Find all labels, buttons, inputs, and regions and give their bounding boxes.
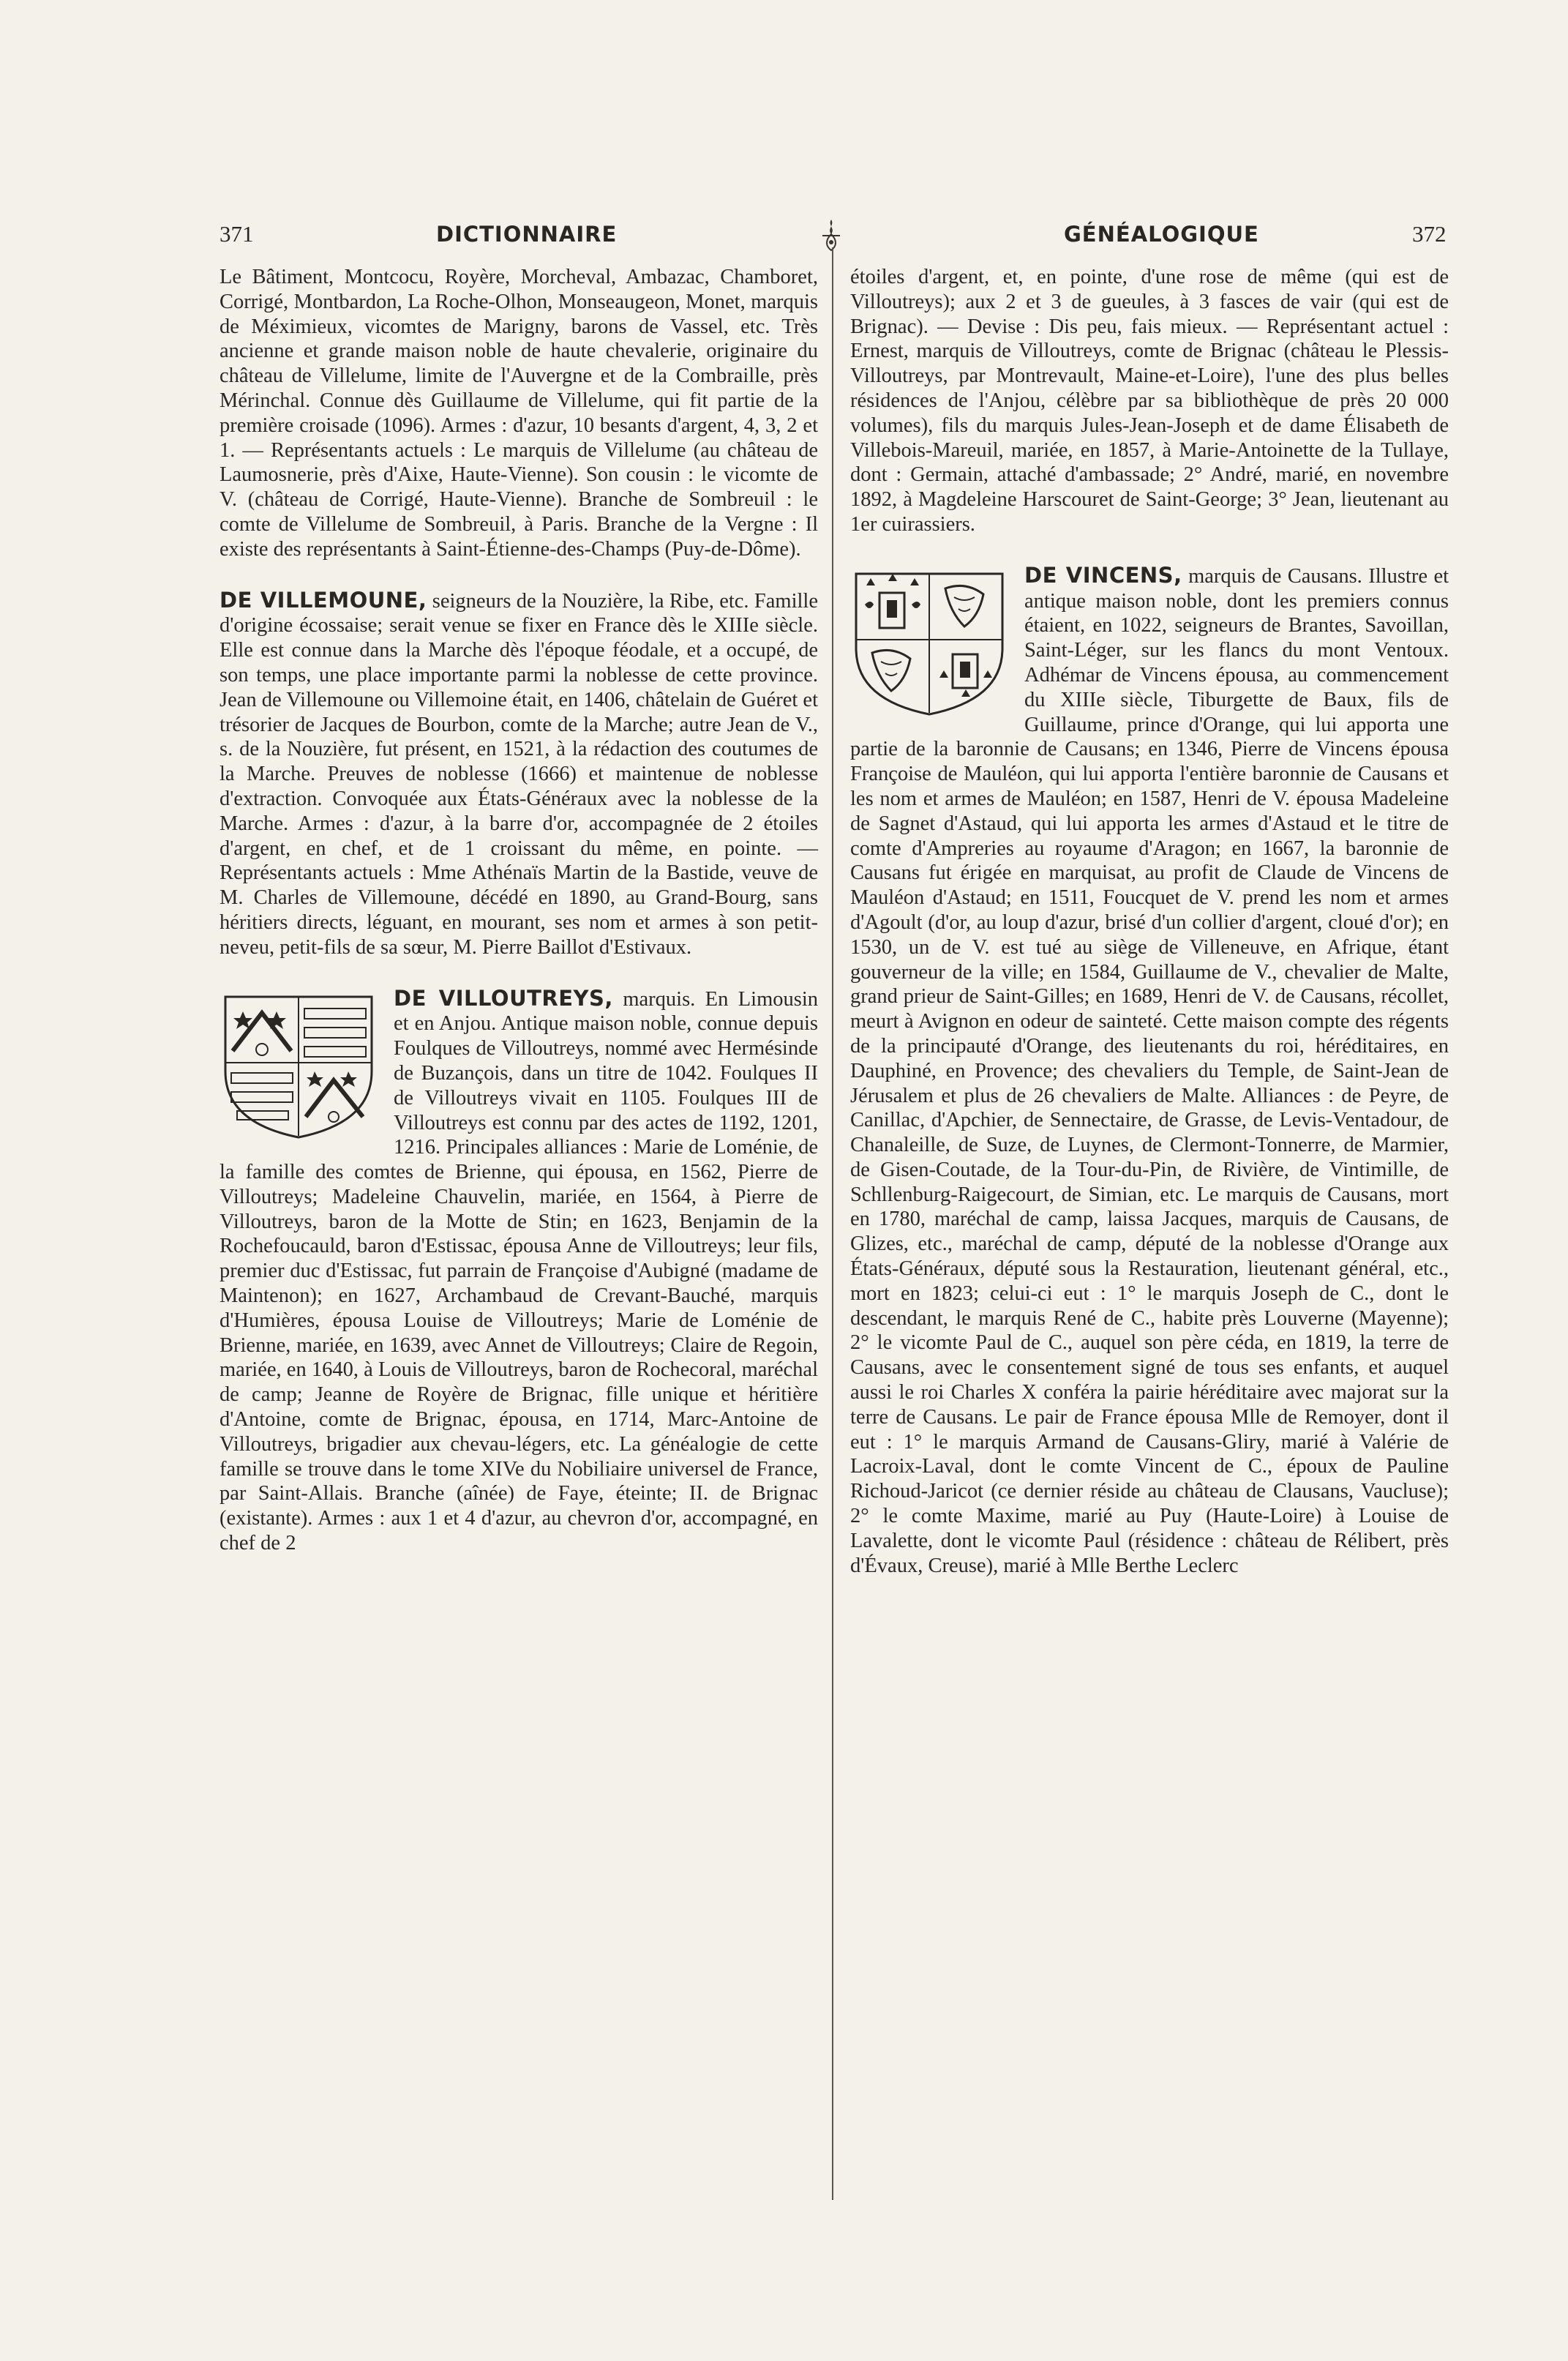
fleuron-ornament-icon [819, 218, 843, 252]
villoutreys-heading: DE VILLOUTREYS, [394, 985, 613, 1011]
right-running-title: GÉNÉALOGIQUE [1064, 222, 1259, 247]
villoutreys-text: marquis. En Limousin et en Anjou. Antique maison noble, connue depuis Foulques de Villoutreys, nommé avec Hermésinde de Buzançois, dans un titre de 1042. Foulques II de Villoutreys vivait en 1105. Foulques III de Villoutreys est connu par des actes de 1192, 1201, 1216. Principales alliances : Marie de Loménie, de la famille des comtes de Brienne, qui épousa, en 1562, Pierre de Villoutreys; Madeleine Chauvelin, mariée, en 1564, à Pierre de Villoutreys, baron de la Motte de Stin; en 1623, Benjamin de la Rochefoucauld, baron d'Estissac, épousa Anne de Villoutreys; leur fils, premier duc d'Estissac, fut parrain de Françoise d'Aubigné (madame de Maintenon); en 1627, Archambaud de Crevant-Bauché, marquis d'Humières, épousa Louise de Villoutreys; Marie de Loménie de Brienne, mariée, en 1639, avec Annet de Villoutreys; Claire de Regoin, mariée, en 1640, à Louis de Villoutreys, baron de Rochecoral, maréchal de camp; Jeanne de Royère de Brignac, fille unique et héritière d'Antoine, comte de Brignac, épousa, en 1714, Marc-Antoine de Villoutreys, brigadier aux chevau-légers, etc. La généalogie de cette famille se trouve dans le tome XIVe du Nobiliaire universel de France, par Saint-Allais. Branche (aînée) de Faye, éteinte; II. de Brignac (existante). Armes : aux 1 et 4 d'azur, au chevron d'or, accompagné, en chef de 2 [220, 987, 818, 1555]
column-divider [832, 247, 833, 2200]
left-running-title: DICTIONNAIRE [436, 222, 618, 247]
villoutreys-coat-of-arms-icon [220, 991, 378, 1141]
villelume-continuation: Le Bâtiment, Montcocu, Royère, Morcheval, Ambazac, Chamboret, Corrigé, Montbardon, La Roche-Olhon, Monseaugeon, Monet, marquis de Méximieux, vicomtes de Marigny, barons de Vassel, etc. Très ancienne et grande maison noble de haute chevalerie, originaire du château de Villelume, limite de l'Auvergne et de la Combraille, près Mérinchal. Connue dès Guillaume de Villelume, qui fit partie de la première croisade (1096). Armes : d'azur, 10 besants d'argent, 4, 3, 2 et 1. — Représentants actuels : Le marquis de Villelume (au château de Laumosnerie, près d'Aixe, Haute-Vienne). Son cousin : le vicomte de V. (château de Corrigé, Haute-Vienne). Branche de Sombreuil : le comte de Villelume de Sombreuil, à Paris. Branche de la Vergne : Il existe des représentants à Saint-Étienne-des-Champs (Puy-de-Dôme). [220, 266, 818, 561]
left-column [220, 265, 818, 1556]
right-page-number: 372 [1412, 221, 1447, 247]
left-page-number: 371 [220, 221, 254, 247]
right-column [850, 265, 1449, 1578]
villoutreys-entry [220, 987, 818, 1556]
villoutreys-continuation: étoiles d'argent, et, en pointe, d'une rose de même (qui est de Villoutreys); aux 2 et 3 de gueules, à 3 fasces de vair (qui est de Brignac). — Devise : Dis peu, fais mieux. — Représentant actuel : Ernest, marquis de Villoutreys, comte de Brignac (château le Plessis-Villoutreys, par Montrevault, Maine-et-Loire), l'une des plus belles résidences de l'Anjou, célèbre par sa bibliothèque de près 20 000 volumes), fils du marquis Jules-Jean-Joseph et de dame Élisabeth de Villebois-Mareuil, mariée, en 1857, à Marie-Antoinette de la Tullaye, dont : Germain, attaché d'ambassade; 2° André, marié, en novembre 1892, à Magdeleine Harscouret de Saint-George; 3° Jean, lieutenant au 1er cuirassiers. [850, 266, 1449, 536]
villemoune-heading: DE VILLEMOUNE, [220, 587, 427, 613]
vincens-coat-of-arms-icon [850, 568, 1008, 718]
vincens-entry [850, 564, 1449, 1579]
villemoune-entry [220, 588, 818, 960]
vincens-text: marquis de Causans. Illustre et antique maison noble, dont les premiers connus étaient, en 1022, seigneurs de Brantes, Savoillan, Saint-Léger, sur les flancs du mont Ventoux. Adhémar de Vincens épousa, au commencement du XIIIe siècle, Tiburgette de Baux, fils de Guillaume, prince d'Orange, qui lui apporta une partie de la baronnie de Causans; en 1346, Pierre de Vincens épousa Françoise de Mauléon, qui lui apporta l'entière baronnie de Causans et les nom et armes de Mauléon; en 1587, Henri de V. épousa Madeleine de Sagnet d'Astaud, qui lui apporta les armes d'Astaud et le titre de comte d'Ampreries au royaume d'Aragon; en 1667, la baronnie de Causans fut érigée en marquisat, au profit de Claude de Vincens de Mauléon d'Astaud; en 1511, Foucquet de V. prend les nom et armes d'Agoult (d'or, au loup d'azur, brisé d'un collier d'argent, cloué d'or); en 1530, un de V. est tué au siège de Villeneuve, en Afrique, étant gouverneur de la ville; en 1584, Guillaume de V., chevalier de Malte, grand prieur de Saint-Gilles; en 1689, Henri de V. de Causans, récollet, meurt à Avignon en odeur de sainteté. Cette maison compte des régents de la principauté d'Orange, des lieutenants du roi, héréditaires, en Dauphiné, en Provence; des chevaliers du Temple, de Saint-Jean de Jérusalem et plus de 26 chevaliers de Malte. Alliances : de Peyre, de Canillac, d'Apchier, de Sennectaire, de Grasse, de Levis-Ventadour, de Chanaleille, de Suze, de Luynes, de Clermont-Tonnerre, de Marmier, de Gisen-Coutade, de la Tour-du-Pin, de Rivière, de Vintimille, de Schllenburg-Raigecourt, de Simian, etc. Le marquis de Causans, mort en 1780, maréchal de camp, laissa Jacques, marquis de Causans, de Glizes, etc., maréchal de camp, député de la noblesse d'Orange aux États-Généraux, député sous la Restauration, lieutenant général, etc., mort en 1823; celui-ci eut : 1° le marquis Joseph de C., dont le descendant, le marquis René de C., habite près Louverne (Mayenne); 2° le vicomte Paul de C., auquel son père céda, en 1819, la terre de Causans, avec le consentement signé de tous ses enfants, et auquel aussi le roi Charles X conféra la pairie héréditaire avec majorat sur la terre de Causans. Le pair de France épousa Mlle de Remoyer, dont il eut : 1° le marquis Armand de Causans-Gliry, marié à Valérie de Lacroix-Laval, dont le comte Vincent de C., époux de Pauline Richoud-Jaricot (ce dernier réside au château de Clausans, Vaucluse); 2° le comte Maxime, marié au Puy (Haute-Loire) à Louise de Lavalette, dont le vicomte Paul (résidence : château de Rélibert, près d'Évaux, Creuse), marié à Mlle Berthe Leclerc [850, 564, 1449, 1577]
vincens-heading: DE VINCENS, [1024, 562, 1182, 588]
villemoune-text: seigneurs de la Nouzière, la Ribe, etc. Famille d'origine écossaise; serait venue se fixer en France dès le XIIIe siècle. Elle est connue dans la Marche dès l'époque féodale, et a occupé, de son temps, une place importante parmi la noblesse de cette province. Jean de Villemoune ou Villemoine était, en 1406, châtelain de Guéret et trésorier de Jacques de Bourbon, comte de la Marche; autre Jean de V., s. de la Nouzière, fut présent, en 1521, à la rédaction des coutumes de la Marche. Preuves de noblesse (1666) et maintenue de noblesse d'extraction. Convoquée aux États-Généraux avec la noblesse de la Marche. Armes : d'azur, à la barre d'or, accompagnée de 2 étoiles d'argent, en chef, et de 1 croissant du même, en pointe. — Représentants actuels : Mme Athénaïs Martin de la Bastide, veuve de M. Charles de Villemoune, décédé en 1890, au Grand-Bourg, sans héritiers directs, léguant, en mourant, ses nom et armes à son petit-neveu, petit-fils de sa sœur, M. Pierre Baillot d'Estivaux. [220, 589, 818, 959]
